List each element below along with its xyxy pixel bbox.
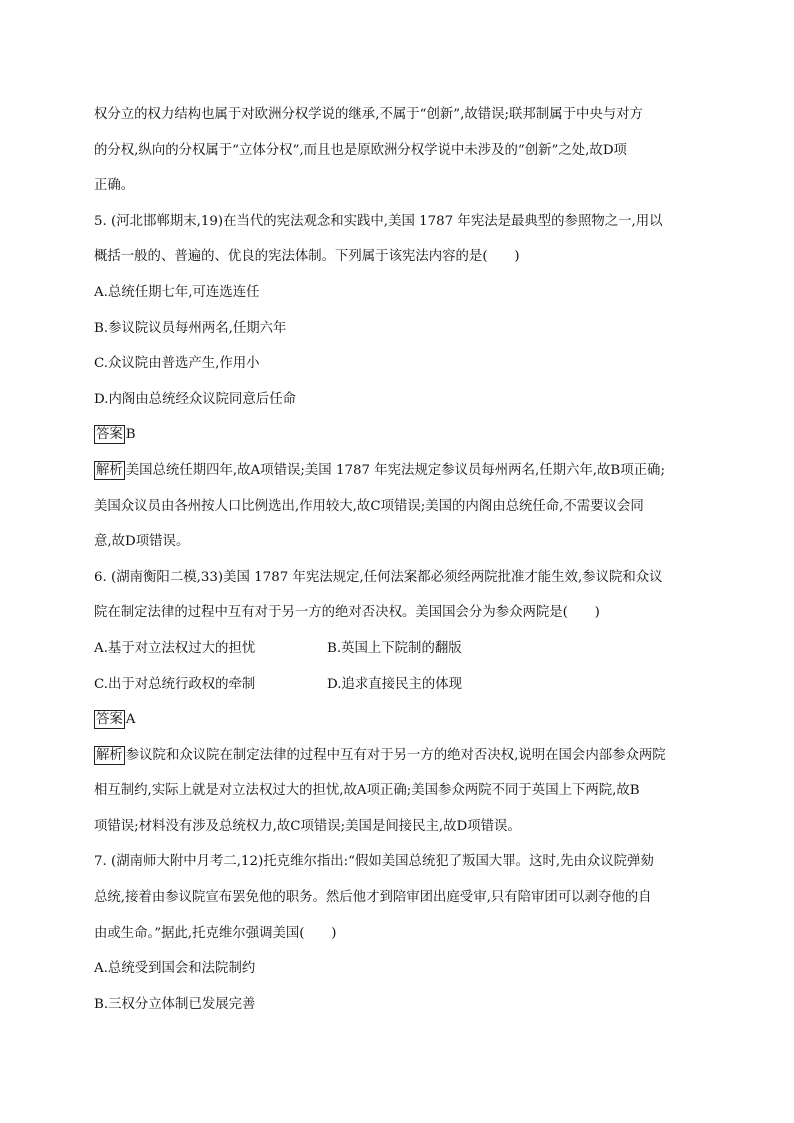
q5-stem-line-2: 概括一般的、普遍的、优良的宪法体制。下列属于该宪法内容的是( ) (94, 249, 520, 265)
q6-option-b: B.英国上下院制的翻版 (327, 640, 462, 656)
q5-option-d: D.内阁由总统经众议院同意后任命 (94, 391, 296, 407)
q6-option-a: A.基于对立法权过大的担忧 (94, 640, 256, 656)
analysis-tag: 解析 (96, 747, 123, 763)
prev-analysis-line-1: 权分立的权力结构也属于对欧洲分权学说的继承,不属于“创新”,故错误;联邦制属于中央与对方 (94, 107, 643, 122)
q6-analysis-text-1: 参议院和众议院在制定法律的过程中互有对于另一方的绝对否决权,说明在国会内部参众两院 (125, 747, 666, 763)
q5-analysis-line-2: 美国众议员由各州按人口比例选出,作用较大,故C项错误;美国的内阁由总统任命,不需要议会同 (94, 498, 644, 514)
q7-stem-line-3: 由或生命。”据此,托克维尔强调美国( ) (94, 925, 337, 941)
q6-stem-line-2: 院在制定法律的过程中互有对于另一方的绝对否决权。美国国会分为参众两院是( ) (94, 605, 600, 621)
q6-options-row-1 (94, 631, 706, 667)
answer-tag: 答案 (96, 427, 123, 443)
q5-option-b: B.参议院议员每州两名,任期六年 (94, 320, 287, 336)
q6-analysis-line-1 (94, 738, 706, 774)
q5-answer (94, 417, 706, 453)
analysis-tag: 解析 (96, 462, 123, 478)
q5-option-a: A.总统任期七年,可连选连任 (94, 284, 260, 300)
q6-analysis-line-3: 项错误;材料没有涉及总统权力,故C项错误;美国是间接民主,故D项错误。 (94, 818, 521, 834)
q5-analysis-line-3: 意,故D项错误。 (94, 534, 190, 550)
q6-option-c: C.出于对总统行政权的牵制 (94, 676, 256, 692)
q6-answer-value: A (125, 712, 136, 728)
q7-option-b: B.三权分立体制已发展完善 (94, 996, 256, 1012)
q7-stem-line-2: 总统,接着由参议院宣布罢免他的职务。然后他才到陪审团出庭受审,只有陪审团可以剥夺他的自 (94, 890, 652, 906)
q5-analysis-line-1 (94, 453, 706, 489)
q5-option-c: C.众议院由普选产生,作用小 (94, 356, 260, 372)
answer-tag: 答案 (96, 712, 123, 728)
q6-answer (94, 702, 706, 738)
q5-stem-line-1: 5. (河北邯郸期末,19)在当代的宪法观念和实践中,美国 1787 年宪法是最典型的参照物之一,用以 (94, 213, 663, 229)
prev-analysis-line-2: 的分权,纵向的分权属于“立体分权”,而且也是原欧洲分权学说中未涉及的“创新”之处,故D项 (94, 142, 627, 158)
q7-stem-line-1: 7. (湖南师大附中月考二,12)托克维尔指出:“假如美国总统犯了叛国大罪。这时,先由众议院弹劾 (94, 854, 654, 870)
q6-analysis-line-2: 相互制约,实际上就是对立法权过大的担忧,故A项正确;美国参众两院不同于英国上下两院,故B (94, 783, 640, 799)
prev-analysis-line-3: 正确。 (94, 178, 135, 194)
q6-option-d: D.追求直接民主的体现 (327, 676, 463, 692)
q6-stem-line-1: 6. (湖南衡阳二模,33)美国 1787 年宪法规定,任何法案都必须经两院批准才能生效,参议院和众议 (94, 569, 663, 585)
document-page (94, 97, 706, 1022)
q7-option-a: A.总统受到国会和法院制约 (94, 961, 256, 977)
q6-options-row-2 (94, 667, 706, 703)
q5-analysis-text-1: 美国总统任期四年,故A项错误;美国 1787 年宪法规定参议员每州两名,任期六年,故B项正确; (125, 462, 665, 478)
q5-answer-value: B (125, 427, 136, 443)
